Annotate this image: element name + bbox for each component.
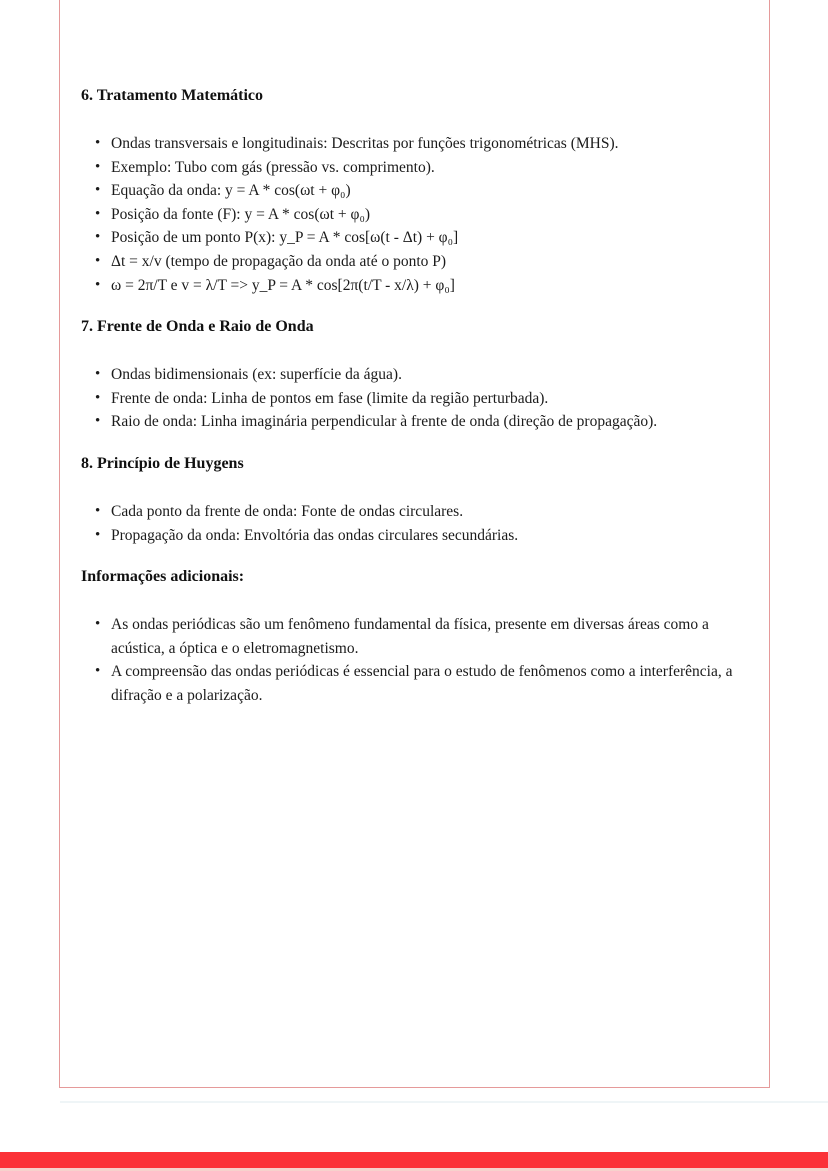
- document-page: [59, 0, 770, 1088]
- bullet-item: • Ondas transversais e longitudinais: Descritas por funções trigonométricas (MHS).: [111, 132, 741, 156]
- bullet-item: • Propagação da onda: Envoltória das ondas circulares secundárias.: [111, 524, 741, 548]
- section-principio-huygens: [81, 454, 741, 547]
- section-frente-de-onda: [81, 317, 741, 434]
- bullet-list: [81, 132, 741, 297]
- bullet-item: • Posição da fonte (F): y = A * cos(ωt + φ₀): [111, 203, 741, 227]
- bullet-item: • Frente de onda: Linha de pontos em fase (limite da região perturbada).: [111, 387, 741, 411]
- bullet-item: • Δt = x/v (tempo de propagação da onda até o ponto P): [111, 250, 741, 274]
- bullet-item: • Raio de onda: Linha imaginária perpendicular à frente de onda (direção de propagação).: [111, 410, 741, 434]
- bullet-list: [81, 363, 741, 434]
- bullet-item: • As ondas periódicas são um fenômeno fundamental da física, presente em diversas áreas como a acústica, a óptica e o eletromagnetismo.: [111, 613, 741, 660]
- bullet-item: • A compreensão das ondas periódicas é essencial para o estudo de fenômenos como a interferência, a difração e a polarização.: [111, 660, 741, 707]
- bullet-item: • Exemplo: Tubo com gás (pressão vs. comprimento).: [111, 156, 741, 180]
- page-content: [60, 86, 769, 708]
- section-heading: 6. Tratamento Matemático: [81, 87, 264, 104]
- bullet-item: • Posição de um ponto P(x): y_P = A * cos[ω(t - Δt) + φ₀]: [111, 226, 741, 250]
- bullet-item: • Cada ponto da frente de onda: Fonte de ondas circulares.: [111, 500, 741, 524]
- section-heading: 7. Frente de Onda e Raio de Onda: [81, 318, 314, 336]
- page-separator-line: [60, 1101, 828, 1103]
- bullet-item: • Equação da onda: y = A * cos(ωt + φ₀): [111, 179, 741, 203]
- section-informacoes-adicionais: [81, 567, 741, 707]
- section-tratamento-matematico: [81, 86, 741, 297]
- bullet-item: • ω = 2π/T e v = λ/T => y_P = A * cos[2π(t/T - x/λ) + φ₀]: [111, 274, 741, 298]
- bullet-item: • Ondas bidimensionais (ex: superfície da água).: [111, 363, 741, 387]
- section-heading: 8. Princípio de Huygens: [81, 454, 244, 472]
- footer-red-bar: [0, 1152, 828, 1168]
- bullet-list: [81, 613, 741, 707]
- section-heading: Informações adicionais:: [81, 568, 245, 586]
- bullet-list: [81, 500, 741, 547]
